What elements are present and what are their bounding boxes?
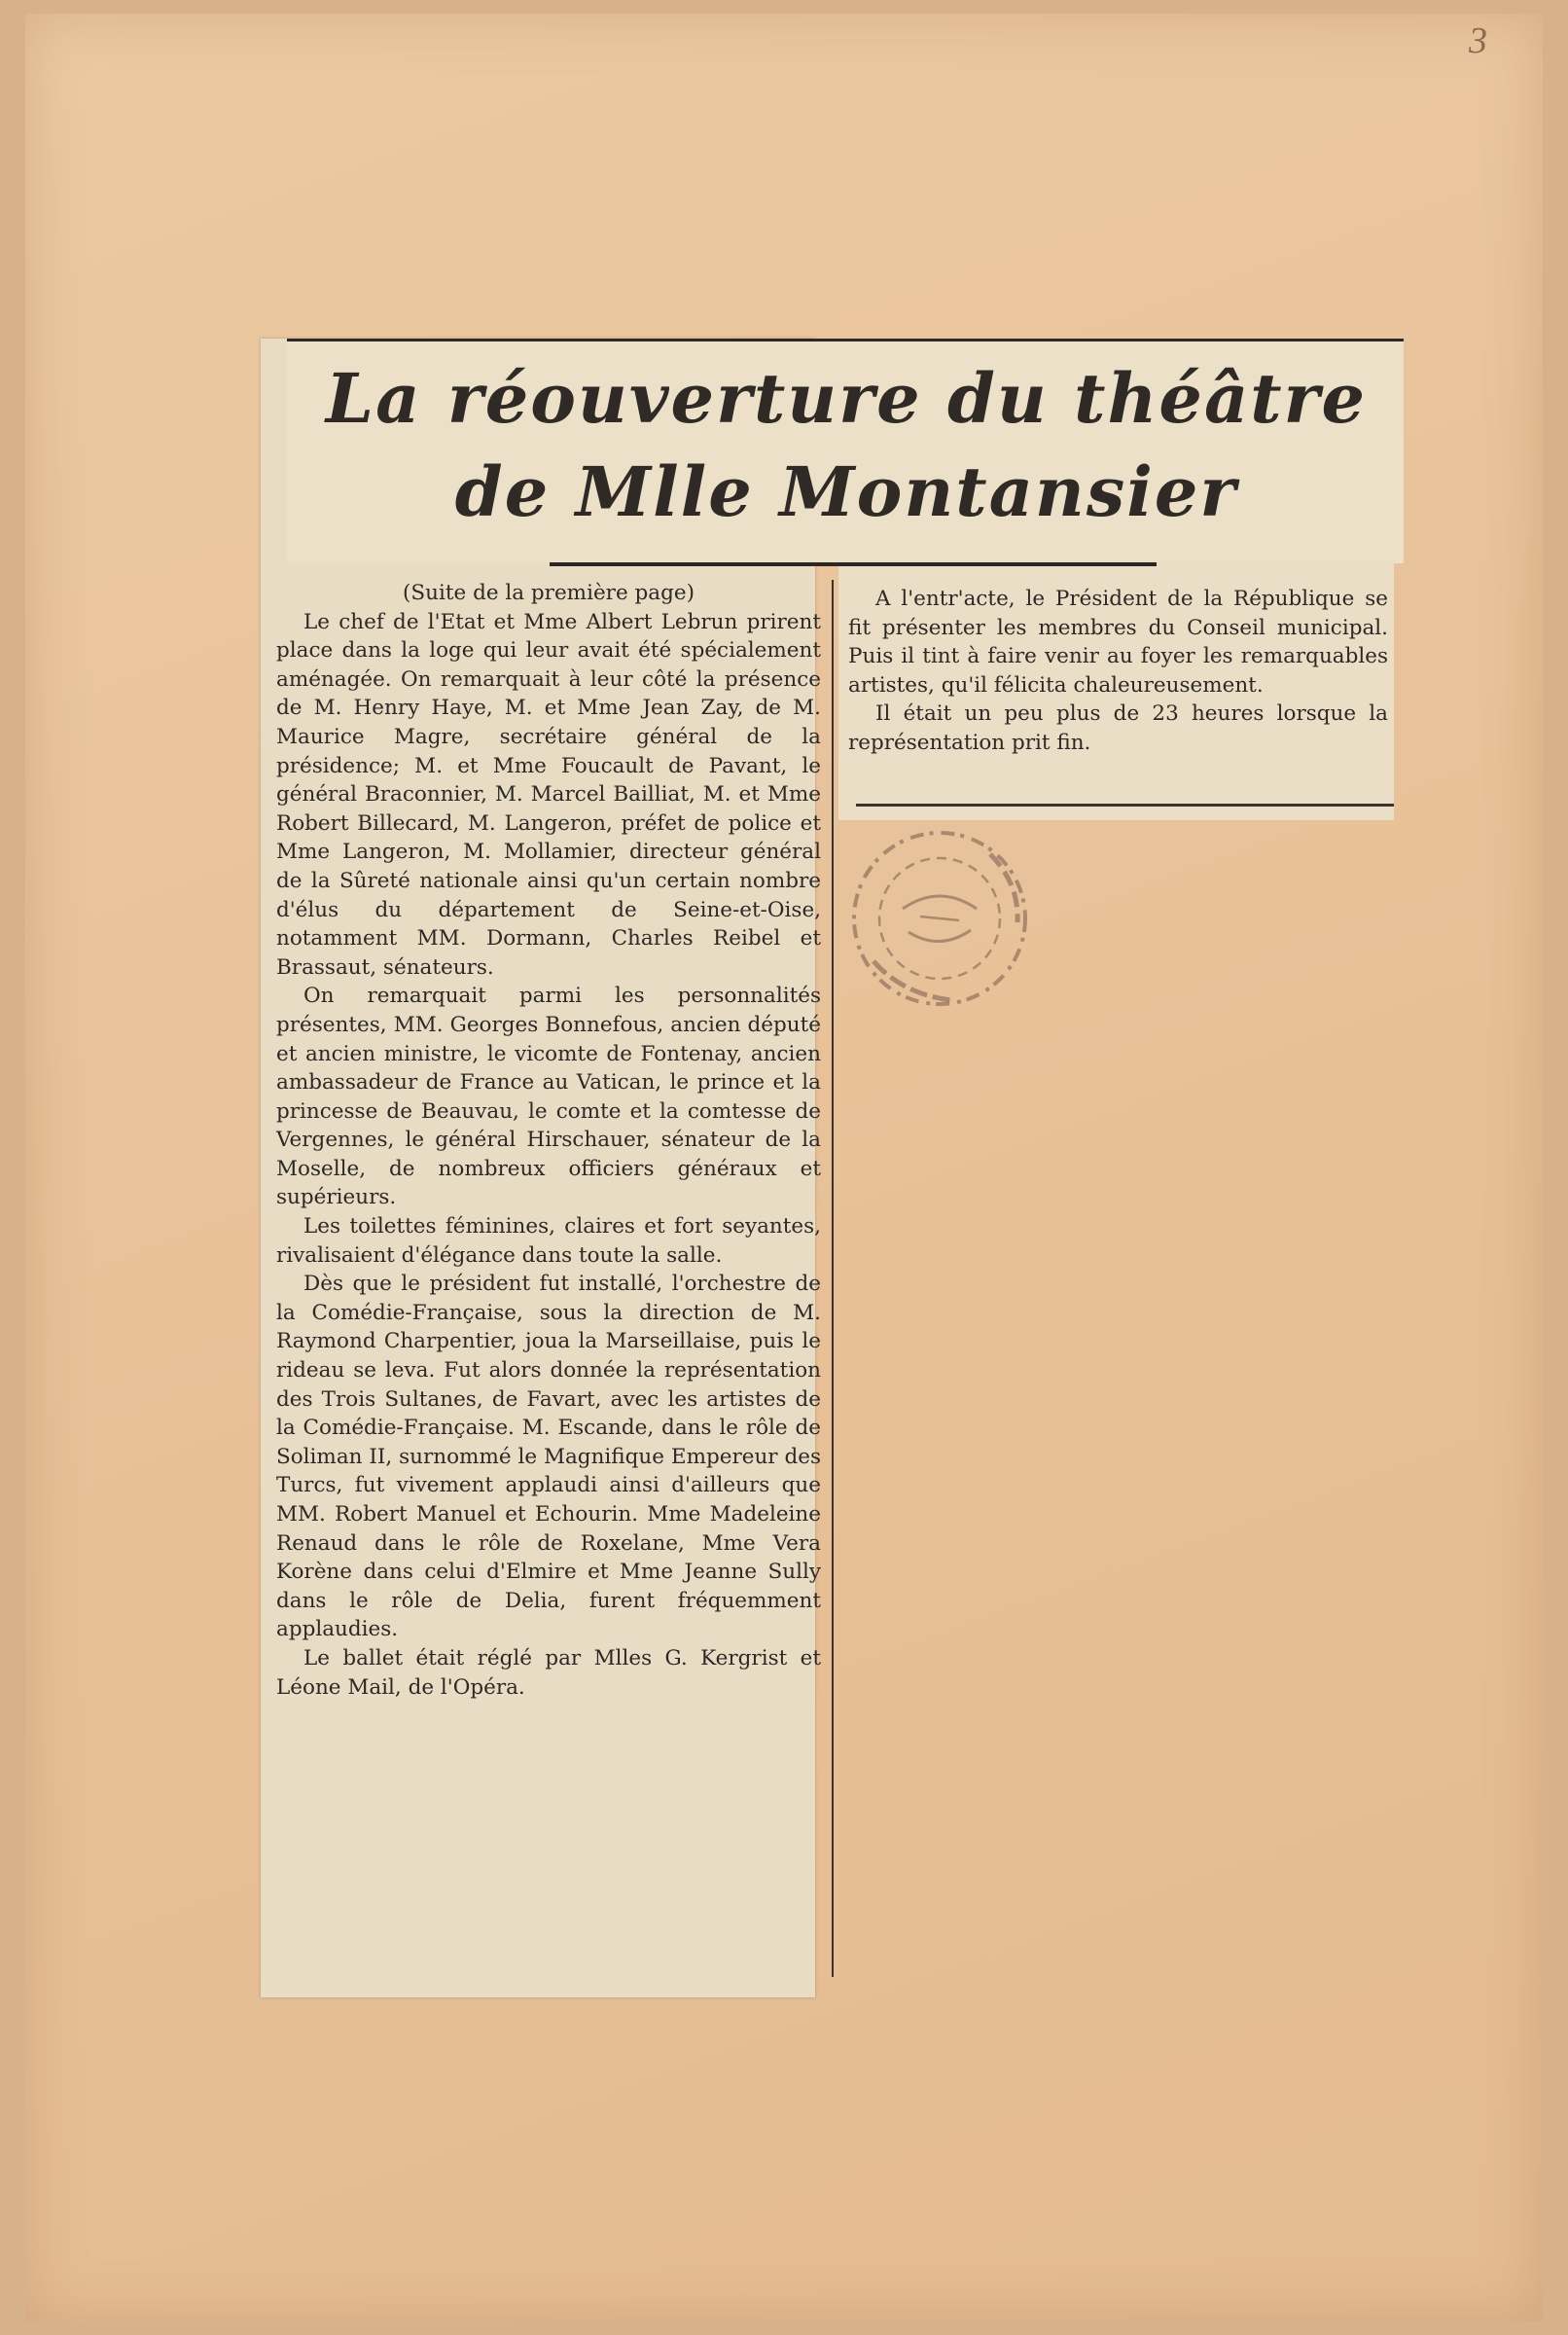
headline-underline: [550, 562, 1157, 566]
article-column-right: [848, 585, 1388, 758]
paragraph: Dès que le président fut installé, l'orchestre de la Comédie-Française, sous la direction de M. Raymond Charpentier, joua la Marseillaise, puis le rideau se leva. Fut alors donnée la représentation des Trois Sultanes, de Favart, avec les artistes de la Comédie-Française. M. Escande, dans le rôle de Soliman II, surnommé le Magnifique Empereur des Turcs, fut vivement applaudi ainsi d'ailleurs que MM. Robert Manuel et Echourin. Mme Madeleine Renaud dans le rôle de Roxelane, Mme Vera Korène dans celui d'Elmire et Mme Jeanne Sully dans le rôle de Delia, furent fréquemment applaudies.: [276, 1272, 821, 1642]
continuation-note: (Suite de la première page): [403, 581, 695, 605]
headline-line-1: La réouverture du théâtre: [325, 358, 1368, 439]
article-column-left: [276, 579, 821, 1702]
paragraph: Le ballet était réglé par Mlles G. Kergrist et Léone Mail, de l'Opéra.: [276, 1645, 821, 1700]
column-divider: [832, 580, 834, 1977]
paragraph: On remarquait parmi les personnalités présentes, MM. Georges Bonnefous, ancien député et ancien ministre, le vicomte de Fontenay, ancien ambassadeur de France au Vatican, le prince et la princesse de Beauvau, le comte et la comtesse de Vergennes, le général Hirschauer, sénateur de la Moselle, de nombreux officiers généraux et supérieurs.: [276, 984, 821, 1210]
article-headline: [292, 352, 1401, 557]
right-column-end-rule: [856, 804, 1394, 807]
paragraph: Il était un peu plus de 23 heures lorsque la représentation prit fin.: [848, 701, 1388, 755]
headline-line-2: de Mlle Montansier: [454, 451, 1238, 532]
paragraph: Les toilettes féminines, claires et fort seyantes, rivalisaient d'élégance dans toute la salle.: [276, 1214, 821, 1268]
paragraph: Le chef de l'Etat et Mme Albert Lebrun prirent place dans la loge qui leur avait été spécialement aménagée. On remarquait à leur côté la présence de M. Henry Haye, M. et Mme Jean Zay, de M. Maurice Magre, secrétaire général de la présidence; M. et Mme Foucault de Pavant, le général Braconnier, M. Marcel Bailliat, M. et Mme Robert Billecard, M. Langeron, préfet de police et Mme Langeron, M. Mollamier, directeur général de la Sûreté nationale ainsi qu'un certain nombre d'élus du département de Seine-et-Oise, notamment MM. Dormann, Charles Reibel et Brassaut, sénateurs.: [276, 609, 821, 980]
paragraph: A l'entr'acte, le Président de la République se fit présenter les membres du Conseil municipal. Puis il tint à faire venir au foyer les remarquables artistes, qu'il félicita chaleureusement.: [848, 587, 1388, 698]
archive-stamp-icon: [835, 815, 1049, 1020]
page-number: 3: [1469, 20, 1487, 61]
